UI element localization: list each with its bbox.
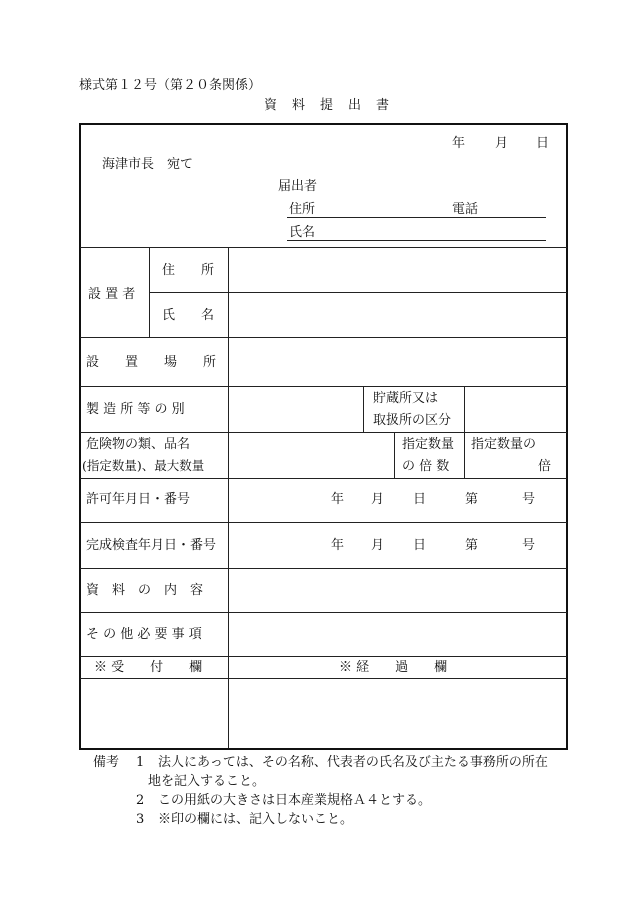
note-1-number: 1 — [136, 755, 145, 770]
notifier-name-label: 氏名 — [289, 225, 316, 240]
rule-permit-bottom — [80, 522, 567, 523]
hazard-label-1: 危険物の類、品名 — [86, 437, 191, 452]
rule-label-column — [228, 248, 229, 748]
other-items-label: そ の 他 必 要 事 項 — [86, 627, 202, 642]
rule-other-bottom — [80, 656, 567, 657]
notes-label: 備考 — [93, 755, 120, 770]
inspection-no: 第 — [465, 538, 479, 553]
header-month: 月 — [495, 136, 509, 151]
hazard-label-2: (指定数量)、最大数量 — [82, 458, 205, 473]
form-number: 様式第１２号（第２０条関係） — [79, 78, 262, 93]
multiple-value-unit: 倍 — [538, 459, 552, 474]
installer-name-label: 氏 名 — [162, 308, 215, 323]
contents-label: 資 料 の 内 容 — [86, 583, 204, 598]
inspection-day: 日 — [413, 538, 427, 553]
permit-no: 第 — [465, 492, 479, 507]
reception-header: ※ 受 付 欄 — [94, 660, 203, 675]
note-3-text: ※印の欄には、記入しないこと。 — [158, 812, 354, 827]
inspection-month: 月 — [371, 538, 385, 553]
permit-month: 月 — [371, 492, 385, 507]
rule-location-bottom — [80, 386, 567, 387]
permit-day: 日 — [413, 492, 427, 507]
storage-class-label-1: 貯蔵所又は — [373, 391, 439, 406]
rule-contents-bottom — [80, 612, 567, 613]
rule-facility-bottom — [80, 432, 567, 433]
header-year: 年 — [452, 136, 466, 151]
inspection-number-suffix: 号 — [522, 538, 536, 553]
rule-installer-bottom — [80, 337, 567, 338]
header-day: 日 — [536, 136, 550, 151]
rule-reception-header-bottom — [80, 678, 567, 679]
name-underline — [287, 240, 546, 241]
form-title: 資 料 提 出 書 — [264, 98, 391, 113]
multiple-value-label: 指定数量の — [471, 437, 537, 452]
installer-label: 設 置 者 — [88, 287, 136, 302]
inspection-date-label: 完成検査年月日・番号 — [86, 538, 217, 553]
installer-address-label: 住 所 — [162, 263, 215, 278]
rule-address-bottom — [149, 292, 567, 293]
address-underline — [287, 217, 546, 218]
note-1-text-b: 地を記入すること。 — [148, 774, 266, 789]
note-2-text: この用紙の大きさは日本産業規格Ａ４とする。 — [158, 793, 432, 808]
permit-year: 年 — [331, 492, 345, 507]
rule-storage-right — [464, 387, 465, 478]
facility-type-label: 製 造 所 等 の 別 — [86, 402, 185, 417]
multiple-label-2: の 倍 数 — [402, 459, 450, 474]
inspection-year: 年 — [331, 538, 345, 553]
note-3-number: 3 — [136, 812, 145, 827]
note-2-number: 2 — [136, 793, 145, 808]
note-1-text-a: 法人にあっては、その名称、代表者の氏名及び主たる事務所の所在 — [158, 755, 548, 770]
multiple-label-1: 指定数量 — [402, 437, 455, 452]
rule-inspection-bottom — [80, 568, 567, 569]
rule-multiple-left — [394, 433, 395, 478]
addressee: 海津市長 宛て — [102, 157, 194, 172]
rule-hazard-bottom — [80, 478, 567, 479]
storage-class-label-2: 取扱所の区分 — [373, 413, 452, 428]
rule-header-bottom — [80, 247, 567, 248]
rule-installer-split — [149, 248, 150, 337]
notifier-address-label: 住所 — [289, 202, 316, 217]
location-label: 設 置 場 所 — [86, 355, 217, 370]
rule-storage-left — [363, 387, 364, 432]
progress-header: ※ 経 過 欄 — [339, 660, 448, 675]
permit-number-suffix: 号 — [522, 492, 536, 507]
notifier-label: 届出者 — [278, 179, 318, 194]
permit-date-label: 許可年月日・番号 — [86, 492, 191, 507]
notifier-phone-label: 電話 — [452, 202, 479, 217]
